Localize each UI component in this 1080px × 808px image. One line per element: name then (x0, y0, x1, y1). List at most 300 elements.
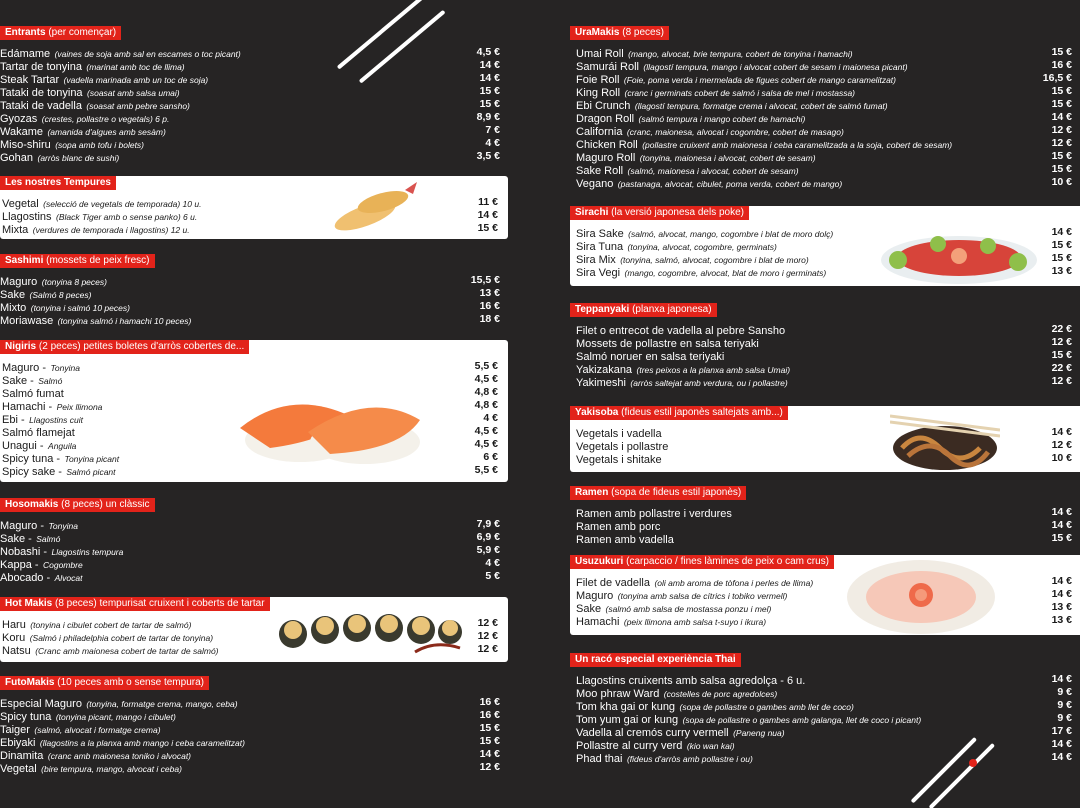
item-price: 14 € (1051, 751, 1072, 763)
item-description: (tres peixos a la planxa amb salsa Umai) (636, 365, 791, 375)
item-price: 13 € (1051, 601, 1072, 613)
item-price: 5,5 € (474, 464, 498, 476)
item-description: Salmó picant (66, 467, 116, 477)
item-price: 16,5 € (1042, 72, 1072, 84)
item-name: Sira Mix (576, 254, 616, 266)
item-price: 4 € (485, 137, 500, 149)
item-description: (amanida d'algues amb sesàm) (47, 127, 166, 137)
item-price: 14 € (479, 72, 500, 84)
item-price: 15 € (479, 98, 500, 110)
menu-item (0, 287, 500, 300)
item-description: Alvocat (54, 573, 83, 583)
item-price: 4,5 € (474, 438, 498, 450)
item-price: 14 € (479, 59, 500, 71)
item-description: (costelles de porc agredolces) (663, 689, 778, 699)
section-nigiris (0, 340, 508, 482)
menu-item (576, 111, 1072, 124)
menu-item (576, 614, 1072, 627)
menu-item (576, 163, 1072, 176)
item-price: 4,5 € (474, 425, 498, 437)
item-name: Vegano (576, 178, 614, 190)
item-description: (Black Tiger amb o sense panko) 6 u. (56, 212, 198, 222)
menu-item (0, 111, 500, 124)
item-name: Spicy tuna - (2, 453, 61, 465)
item-name: Ebiyaki (0, 737, 36, 749)
item-description: (tonyina, maionesa i alvocat, cobert de sesam) (639, 153, 816, 163)
item-description: (soasat amb pebre sansho) (86, 101, 190, 111)
menu-item (0, 570, 500, 583)
item-name: Samurái Roll (576, 61, 639, 73)
menu-item (2, 196, 498, 209)
item-price: 14 € (1051, 226, 1072, 238)
menu-item (0, 59, 500, 72)
item-description: (pastanaga, alvocat, cibulet, poma verda, cobert de mango) (617, 179, 843, 189)
item-price: 11 € (478, 196, 498, 208)
section-header: Hot Makis (8 peces) tempurisat cruixent i coberts de tartar (0, 597, 270, 611)
item-description: (salmó tempura i mango cobert de hamachi) (638, 114, 806, 124)
item-description: (Paneng nua) (733, 728, 785, 738)
item-price: 6,9 € (476, 531, 500, 543)
item-price: 14 € (1051, 738, 1072, 750)
menu-item (0, 531, 500, 544)
item-name: Yakizakana (576, 364, 633, 376)
item-name: Ramen amb vadella (576, 534, 674, 546)
item-name: Steak Tartar (0, 74, 60, 86)
menu-item (576, 686, 1072, 699)
item-price: 15 € (1051, 46, 1072, 58)
item-price: 12 € (477, 643, 498, 655)
menu-list (576, 323, 1072, 388)
menu-item (576, 575, 1072, 588)
item-name: Hamachi - (2, 401, 53, 413)
yakisoba-image (890, 408, 1000, 472)
item-name: Llagostins (2, 211, 52, 223)
section-sirachi (570, 206, 1080, 286)
item-name: Sira Sake (576, 228, 624, 240)
item-price: 8,9 € (476, 111, 500, 123)
item-name: Miso-shiru (0, 139, 51, 151)
item-description: (mango, alvocat, brie tempura, cobert de tonyina i hamachi) (628, 49, 853, 59)
item-name: Sake Roll (576, 165, 624, 177)
menu-item (0, 518, 500, 531)
menu-item (576, 150, 1072, 163)
item-description: Tonyina (50, 363, 80, 373)
item-name: Maguro (576, 590, 614, 602)
poke-bowl-image (878, 220, 1040, 286)
item-description: (Foie, poma verda i mermelada de figues cobert de mango caramelitzat) (623, 75, 896, 85)
menu-item (576, 323, 1072, 336)
section-usuzukuri (570, 555, 1080, 635)
menu-list (576, 506, 1072, 545)
item-description: (cranc, maionesa, alvocat i cogombre, cobert de masago) (626, 127, 844, 137)
section-tempures (0, 176, 508, 239)
item-name: Abocado - (0, 572, 51, 584)
section-ramen (570, 486, 1072, 546)
item-price: 9 € (1057, 686, 1072, 698)
item-price: 16 € (479, 300, 500, 312)
item-price: 14 € (1051, 575, 1072, 587)
item-price: 15 € (1051, 150, 1072, 162)
section-header: FutoMakis (10 peces amb o sense tempura) (0, 676, 209, 690)
item-name: Maguro Roll (576, 152, 636, 164)
section-hosomakis (0, 498, 500, 588)
item-price: 5 € (485, 570, 500, 582)
item-name: Llagostins cruixents amb salsa agredolça - 6 u. (576, 675, 806, 687)
section-hotmakis (0, 597, 508, 662)
item-name: Spicy tuna (0, 711, 52, 723)
menu-item (576, 124, 1072, 137)
item-name: Unagui - (2, 440, 44, 452)
item-name: Maguro (0, 276, 38, 288)
item-price: 12 € (1051, 375, 1072, 387)
item-description: Llagostins cuit (29, 415, 83, 425)
item-price: 15 € (479, 85, 500, 97)
item-name: Wakame (0, 126, 43, 138)
item-price: 15 € (477, 222, 498, 234)
item-name: Salmó fumat (2, 388, 64, 400)
item-name: Yakimeshi (576, 377, 626, 389)
item-name: Sake (576, 603, 602, 615)
menu-list (576, 575, 1072, 627)
section-header: Les nostres Tempures (0, 176, 116, 190)
menu-item (0, 98, 500, 111)
item-description: (fideus d'arròs amb pollastre i ou) (626, 754, 753, 764)
item-price: 14 € (477, 209, 498, 221)
menu-item (0, 313, 500, 326)
menu-item (576, 98, 1072, 111)
item-description: (crestes, pollastre o vegetals) 6 p. (41, 114, 170, 124)
menu-item (576, 751, 1072, 764)
section-header: Yakisoba (fideus estil japonès saltejats amb...) (570, 406, 788, 420)
item-name: King Roll (576, 87, 621, 99)
carpaccio-image (846, 557, 996, 635)
menu-item (0, 85, 500, 98)
item-description: (tonyina 8 peces) (41, 277, 107, 287)
menu-list (0, 518, 500, 583)
item-description: (salmó, maionesa i alvocat, cobert de sesam) (627, 166, 799, 176)
menu-item (576, 712, 1072, 725)
menu-item (576, 349, 1072, 362)
item-name: Haru (2, 619, 26, 631)
menu-item (0, 709, 500, 722)
menu-item (576, 176, 1072, 189)
item-name: Especial Maguro (0, 698, 82, 710)
item-price: 12 € (1051, 124, 1072, 136)
item-name: Edámame (0, 48, 51, 60)
section-header: Teppanyaki (planxa japonesa) (570, 303, 717, 317)
item-name: Ebi Crunch (576, 100, 631, 112)
section-header: Ramen (sopa de fideus estil japonès) (570, 486, 746, 500)
menu-list (0, 46, 500, 163)
item-price: 16 € (1051, 59, 1072, 71)
item-description: Tonyina (48, 521, 78, 531)
item-description: (salmó, alvocat, mango, cogombre i blat de moro dolç) (628, 229, 834, 239)
item-description: Anguila (48, 441, 77, 451)
item-name: Dinamita (0, 750, 44, 762)
item-description: (peix llimona amb salsa t-suyo i ikura) (623, 617, 767, 627)
menu-item (576, 738, 1072, 751)
item-price: 7,9 € (476, 518, 500, 530)
item-price: 15 € (1051, 252, 1072, 264)
item-name: Hamachi (576, 616, 620, 628)
item-name: Filet de vadella (576, 577, 650, 589)
item-price: 14 € (1051, 426, 1072, 438)
item-price: 14 € (1051, 519, 1072, 531)
item-description: (Cranc amb maionesa cobert de tartar de salmó) (35, 646, 219, 656)
item-name: Mixto (0, 302, 27, 314)
item-description: (verdures de temporada i llagostins) 12 u. (32, 225, 190, 235)
item-price: 4,8 € (474, 399, 498, 411)
item-price: 12 € (1051, 439, 1072, 451)
item-price: 15 € (479, 735, 500, 747)
item-description: (tonyina, salmó, alvocat, cogombre i blat de moro) (620, 255, 809, 265)
item-description: (marinat amb toc de llima) (86, 62, 185, 72)
item-name: California (576, 126, 623, 138)
item-name: Maguro - (2, 362, 47, 374)
menu-item (576, 519, 1072, 532)
item-price: 15 € (479, 722, 500, 734)
menu-item (576, 588, 1072, 601)
menu-item (576, 532, 1072, 545)
section-yakisoba (570, 406, 1080, 472)
item-name: Tataki de tonyina (0, 87, 83, 99)
item-price: 22 € (1051, 323, 1072, 335)
item-price: 4,8 € (474, 386, 498, 398)
section-thai (570, 653, 1072, 768)
item-description: (soasat amb salsa umai) (87, 88, 180, 98)
item-name: Nobashi - (0, 546, 48, 558)
item-description: (mango, cogombre, alvocat, blat de moro i germinats) (624, 268, 827, 278)
item-description: (llagostí tempura, formatge crema i alvocat, cobert de salmó fumat) (634, 101, 888, 111)
item-description: (vadella marinada amb un toc de soja) (63, 75, 209, 85)
item-price: 5,9 € (476, 544, 500, 556)
item-price: 12 € (477, 630, 498, 642)
section-entrants (0, 26, 500, 168)
item-name: Ramen amb porc (576, 521, 661, 533)
item-name: Natsu (2, 645, 31, 657)
item-price: 14 € (1051, 673, 1072, 685)
item-price: 16 € (479, 696, 500, 708)
item-name: Vegetals i vadella (576, 428, 662, 440)
item-description: Salmó (38, 376, 63, 386)
menu-item (0, 557, 500, 570)
menu-item (576, 72, 1072, 85)
item-price: 15,5 € (470, 274, 500, 286)
item-name: Pollastre al curry verd (576, 740, 683, 752)
item-name: Foie Roll (576, 74, 620, 86)
menu-list (576, 46, 1072, 189)
menu-list (576, 673, 1072, 764)
menu-list (0, 274, 500, 326)
item-name: Dragon Roll (576, 113, 635, 125)
item-description: Cogombre (42, 560, 83, 570)
section-uramakis (570, 26, 1072, 194)
section-header: Entrants (per començar) (0, 26, 121, 40)
menu-item (576, 699, 1072, 712)
item-name: Spicy sake - (2, 466, 62, 478)
menu-item (576, 506, 1072, 519)
menu-item (576, 85, 1072, 98)
nigiri-image (230, 370, 430, 480)
item-name: Salmó noruег en salsa teriyaki (576, 351, 725, 363)
menu-item (576, 725, 1072, 738)
item-price: 4 € (483, 412, 498, 424)
item-price: 6 € (483, 451, 498, 463)
item-description: (sopa de pollastre o gambes amb llet de coco) (679, 702, 854, 712)
item-price: 4,5 € (474, 373, 498, 385)
item-description: Tonyina picant (64, 454, 120, 464)
item-price: 10 € (1051, 452, 1072, 464)
item-price: 7 € (485, 124, 500, 136)
menu-item (0, 761, 500, 774)
item-name: Vegetals i pollastre (576, 441, 669, 453)
tempura-shrimp-image (325, 178, 420, 236)
item-name: Filet o entrecot de vadella al pebre Sansho (576, 325, 786, 337)
item-description: (arròs saltejat amb verdura, ou i pollastre) (630, 378, 788, 388)
item-name: Chicken Roll (576, 139, 638, 151)
item-description: (oli amb aroma de tòfona i perles de llima) (654, 578, 814, 588)
menu-item (576, 137, 1072, 150)
item-price: 10 € (1051, 176, 1072, 188)
section-header: Sashimi (mossets de peix fresc) (0, 254, 155, 268)
item-description: (Salmó 8 peces) (29, 290, 92, 300)
item-price: 9 € (1057, 699, 1072, 711)
menu-item (0, 150, 500, 163)
item-name: Tom kha gai or kung (576, 701, 676, 713)
menu-list (0, 696, 500, 774)
item-price: 12 € (1051, 336, 1072, 348)
section-header: Sirachi (la versió japonesa dels poke) (570, 206, 749, 220)
item-description: (sopa amb tofu i bolets) (55, 140, 145, 150)
menu-item (0, 124, 500, 137)
item-price: 16 € (479, 709, 500, 721)
item-price: 22 € (1051, 362, 1072, 374)
menu-item (0, 722, 500, 735)
item-description: (sopa de pollastre o gambes amb galanga, llet de coco i picant) (682, 715, 922, 725)
item-name: Vadella al cremós curry vermell (576, 727, 729, 739)
item-price: 12 € (479, 761, 500, 773)
item-name: Phad thai (576, 753, 623, 765)
item-description: (cranc i germinats cobert de salmó i salsa de mel i mostassa) (624, 88, 856, 98)
item-price: 15 € (1051, 532, 1072, 544)
menu-item (576, 375, 1072, 388)
section-teppanyaki (570, 303, 1072, 393)
item-price: 5,5 € (474, 360, 498, 372)
item-description: (llagostí tempura, mango i alvocat cobert de sesam i maionesa picant) (643, 62, 908, 72)
item-description: (cranc amb maionesa toniko i alvocat) (47, 751, 192, 761)
menu-item (0, 46, 500, 59)
item-description: (Salmó i philadelphia cobert de tartar de tonyina) (29, 633, 214, 643)
item-name: Mossets de pollastre en salsa teriyaki (576, 338, 759, 350)
item-description: (tonyina i cibulet cobert de tartar de salmó) (30, 620, 192, 630)
menu-list (2, 196, 498, 235)
section-header: UraMakis (8 peces) (570, 26, 669, 40)
item-price: 15 € (1051, 85, 1072, 97)
menu-item (576, 601, 1072, 614)
item-description: (tonyina amb salsa de cítrics i tobiko vermell) (617, 591, 788, 601)
item-name: Ramen amb pollastre i verdures (576, 508, 732, 520)
menu-item (576, 46, 1072, 59)
item-name: Maguro - (0, 520, 45, 532)
item-name: Kappa - (0, 559, 39, 571)
item-name: Vegetal (0, 763, 37, 775)
section-header: Usuzukuri (carpaccio / fines làmines de peix o cam crus) (570, 555, 834, 569)
menu-item (0, 544, 500, 557)
section-futomakis (0, 676, 500, 776)
item-price: 15 € (1051, 163, 1072, 175)
item-description: (tonyina i salmó 10 peces) (30, 303, 130, 313)
item-name: Koru (2, 632, 26, 644)
item-description: (kio wan kai) (686, 741, 735, 751)
item-description: Salmó (36, 534, 61, 544)
item-name: Sake - (2, 375, 34, 387)
item-description: (arròs blanc de sushi) (37, 153, 120, 163)
section-header: Nigiris (2 peces) petites boletes d'arròs cobertes de... (0, 340, 249, 354)
item-price: 12 € (477, 617, 498, 629)
item-description: (llagostins a la planxa amb mango i ceba caramelitzat) (39, 738, 245, 748)
item-price: 4 € (485, 557, 500, 569)
menu-item (2, 209, 498, 222)
item-name: Tataki de vadella (0, 100, 82, 112)
item-name: Ebi - (2, 414, 25, 426)
item-description: (pollastre cruixent amb maionesa i ceba caramelitzada a la soja, cobert de sesam) (642, 140, 953, 150)
item-name: Vegetals i shitake (576, 454, 662, 466)
item-price: 13 € (479, 287, 500, 299)
menu-item (576, 362, 1072, 375)
item-price: 14 € (479, 748, 500, 760)
item-name: Tartar de tonyina (0, 61, 82, 73)
menu-item (576, 673, 1072, 686)
item-name: Moriawase (0, 315, 54, 327)
menu-item (0, 274, 500, 287)
item-price: 4,5 € (476, 46, 500, 58)
item-price: 14 € (1051, 111, 1072, 123)
item-description: Llagostins tempura (51, 547, 124, 557)
section-header: Hosomakis (8 peces) un clàssic (0, 498, 155, 512)
item-price: 13 € (1051, 614, 1072, 626)
menu-item (576, 336, 1072, 349)
item-description: (salmó amb salsa de mostassa ponzu i mel) (605, 604, 772, 614)
section-sashimi (0, 254, 500, 334)
item-price: 18 € (479, 313, 500, 325)
item-description: (vaines de soja amb sal en escames o toc picant) (54, 49, 241, 59)
item-name: Taiger (0, 724, 30, 736)
item-price: 15 € (1051, 98, 1072, 110)
item-description: (bire tempura, mango, alvocat i ceba) (41, 764, 182, 774)
item-name: Vegetal (2, 198, 39, 210)
menu-item (576, 59, 1072, 72)
item-name: Salmó flamejat (2, 427, 75, 439)
item-name: Umai Roll (576, 48, 624, 60)
menu-item (0, 300, 500, 313)
item-name: Sake (0, 289, 26, 301)
item-price: 15 € (1051, 349, 1072, 361)
item-price: 14 € (1051, 506, 1072, 518)
menu-item (0, 735, 500, 748)
item-name: Mixta (2, 224, 29, 236)
item-name: Sira Vegi (576, 267, 621, 279)
item-price: 3,5 € (476, 150, 500, 162)
section-header: Un racó especial experiència Thai (570, 653, 741, 667)
item-price: 9 € (1057, 712, 1072, 724)
item-name: Gyozas (0, 113, 38, 125)
item-description: (tonyina salmó i hamachi 10 peces) (57, 316, 192, 326)
item-name: Moo phraw Ward (576, 688, 660, 700)
item-description: (selecció de vegetals de temporada) 10 u. (43, 199, 202, 209)
menu-item (0, 696, 500, 709)
menu-item (0, 72, 500, 85)
item-price: 17 € (1051, 725, 1072, 737)
